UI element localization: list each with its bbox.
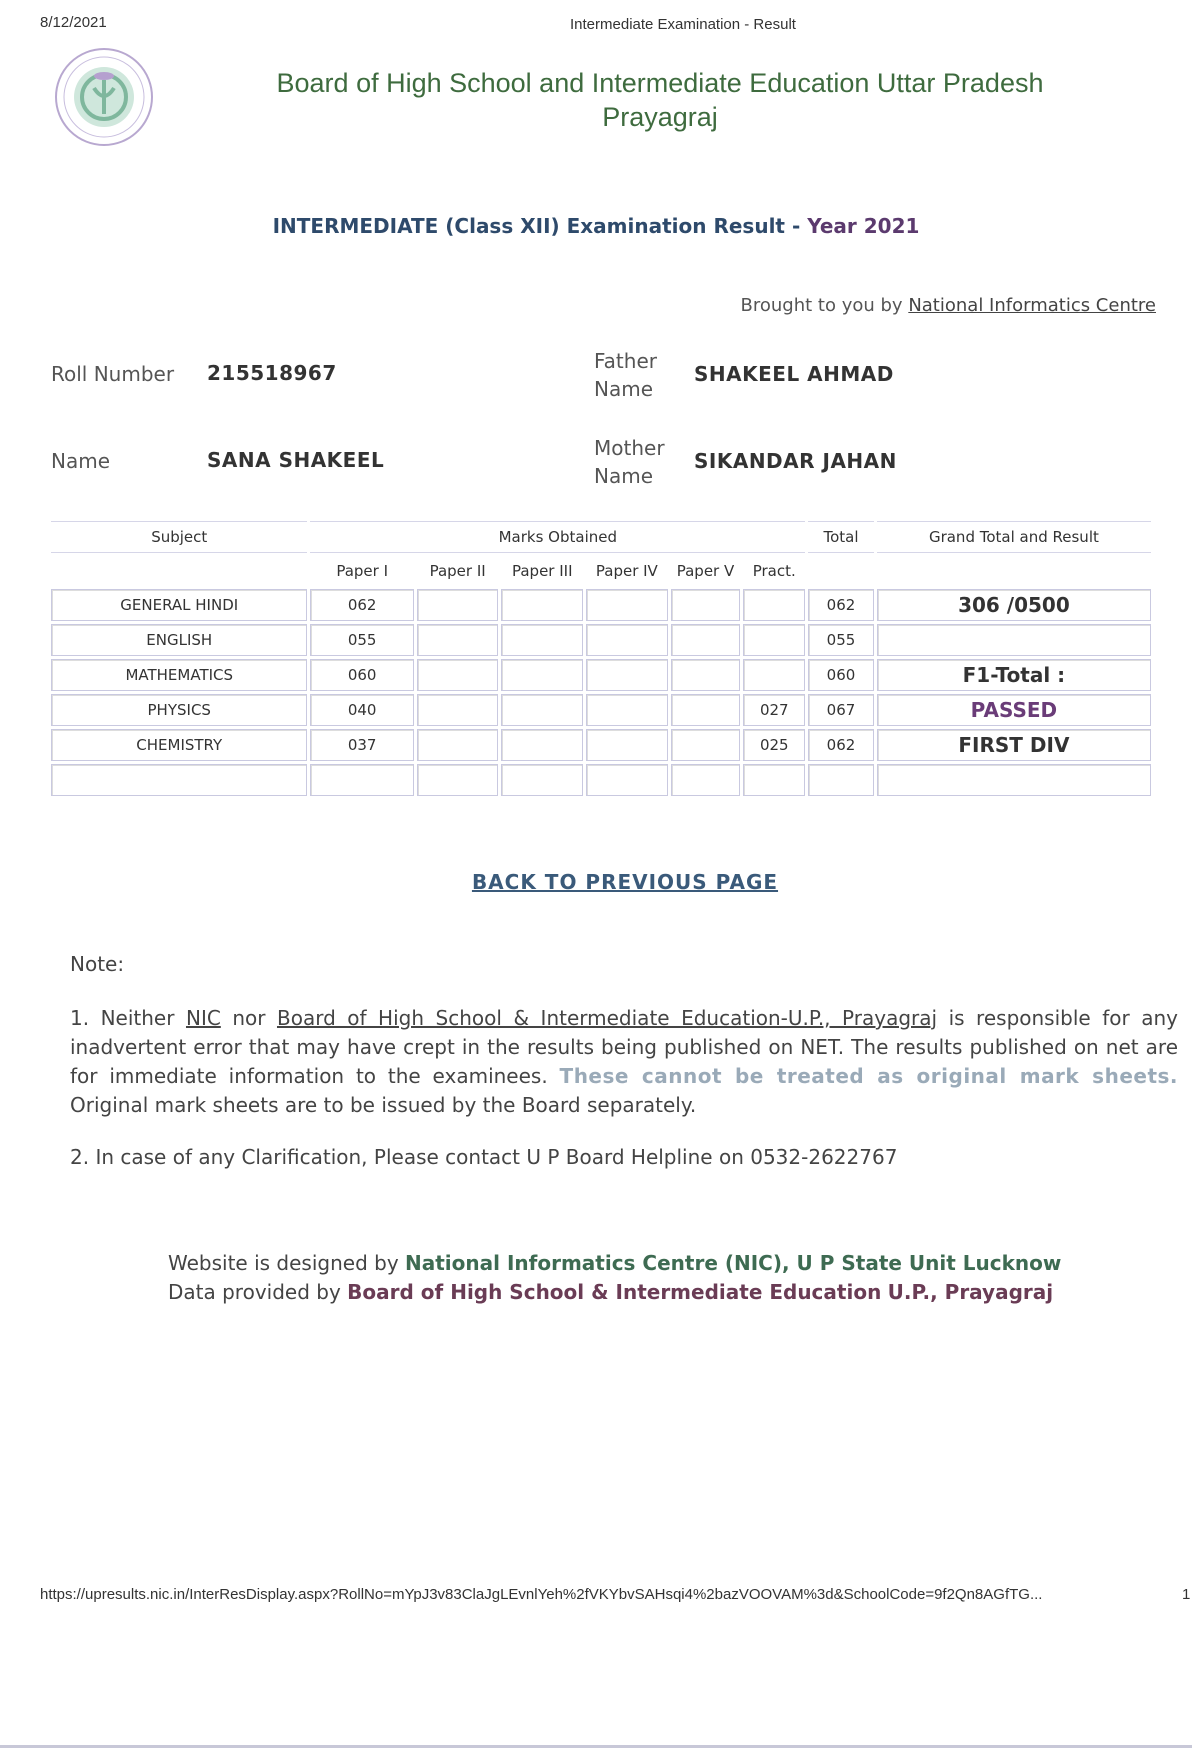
result-cell: FIRST DIV xyxy=(877,729,1151,761)
note-1-nor: nor xyxy=(232,1006,266,1030)
subject-cell: PHYSICS xyxy=(51,694,307,726)
nic-link[interactable]: National Informatics Centre xyxy=(908,295,1156,316)
print-url: https://upresults.nic.in/InterResDisplay.aspx?RollNo=mYpJ3v83ClaJgLEvnlYeh%2fVKYbvSAHsqi4%2bazVOOVAM%3d&SchoolCode=9f2Qn8AGfTG... xyxy=(40,1586,1043,1603)
paper-2-cell xyxy=(417,764,499,796)
footer-data-prefix: Data provided by xyxy=(168,1280,341,1304)
subject-cell: GENERAL HINDI xyxy=(51,589,307,621)
pract-cell xyxy=(743,589,805,621)
pract-header: Pract. xyxy=(752,562,796,580)
paper-1-cell: 040 xyxy=(310,694,413,726)
paper-4-cell xyxy=(586,624,668,656)
name-label: Name xyxy=(51,449,111,473)
paper-4-cell xyxy=(586,729,668,761)
note-1 xyxy=(70,1004,1178,1120)
paper-2-cell xyxy=(417,589,499,621)
bottom-divider xyxy=(0,1745,1192,1748)
pract-cell: 027 xyxy=(743,694,805,726)
paper-5-cell xyxy=(671,729,741,761)
paper-4-cell xyxy=(586,589,668,621)
paper-3-cell xyxy=(501,764,583,796)
paper-5-cell xyxy=(671,589,741,621)
subject-header: Subject xyxy=(51,521,307,553)
father-name-label xyxy=(594,347,657,403)
footer-line-1 xyxy=(168,1249,1061,1278)
paper-1-cell: 055 xyxy=(310,624,413,656)
note-2: 2. In case of any Clarification, Please contact U P Board Helpline on 0532-2622767 xyxy=(70,1145,898,1169)
paper-5-cell xyxy=(671,764,741,796)
result-table xyxy=(48,518,1154,799)
paper-2-header: Paper II xyxy=(429,562,486,580)
footer-board: Board of High School & Intermediate Education xyxy=(347,1280,882,1304)
print-date: 8/12/2021 xyxy=(40,14,107,31)
note-1-rest: is responsible for any inadvertent error that may have crept in the results being published on NET. The results published on net are for immediate information to the examinees. xyxy=(70,1006,1178,1088)
table-header-row xyxy=(51,521,1151,553)
exam-title-year: Year 2021 xyxy=(807,214,920,238)
page-number: 1 xyxy=(1182,1586,1191,1603)
father-name-value: SHAKEEL AHMAD xyxy=(694,362,894,386)
father-label-line1: Father xyxy=(594,349,657,373)
roll-number-value: 215518967 xyxy=(207,361,337,385)
table-row xyxy=(51,659,1151,691)
subject-cell: ENGLISH xyxy=(51,624,307,656)
subject-cell: MATHEMATICS xyxy=(51,659,307,691)
mother-label-line2: Name xyxy=(594,464,654,488)
total-cell: 060 xyxy=(808,659,874,691)
table-row xyxy=(51,729,1151,761)
paper-2-cell xyxy=(417,659,499,691)
paper-4-cell xyxy=(586,694,668,726)
paper-5-header: Paper V xyxy=(676,562,735,580)
table-row xyxy=(51,624,1151,656)
paper-5-cell xyxy=(671,659,741,691)
note-nic-link[interactable]: NIC xyxy=(185,1006,221,1030)
note-board-link[interactable]: Board of High School & Intermediate Education-U.P., Prayagraj xyxy=(276,1006,938,1030)
paper-5-cell xyxy=(671,624,741,656)
paper-1-cell: 037 xyxy=(310,729,413,761)
paper-4-cell xyxy=(586,659,668,691)
paper-3-cell xyxy=(501,589,583,621)
paper-1-cell: 060 xyxy=(310,659,413,691)
father-label-line2: Name xyxy=(594,377,654,401)
subject-cell xyxy=(51,764,307,796)
paper-2-cell xyxy=(417,729,499,761)
exam-title-main: INTERMEDIATE (Class XII) Examination Result - xyxy=(272,214,801,238)
paper-4-header: Paper IV xyxy=(595,562,658,580)
subject-cell: CHEMISTRY xyxy=(51,729,307,761)
paper-1-cell: 062 xyxy=(310,589,413,621)
mother-name-value: SIKANDAR JAHAN xyxy=(694,449,897,473)
table-subheader-row xyxy=(51,556,1151,586)
total-cell: 055 xyxy=(808,624,874,656)
paper-3-header: Paper III xyxy=(511,562,573,580)
name-value: SANA SHAKEEL xyxy=(207,448,385,472)
paper-3-cell xyxy=(501,694,583,726)
paper-1-cell xyxy=(310,764,413,796)
board-title-line2: Prayagraj xyxy=(602,102,718,132)
pract-cell xyxy=(743,659,805,691)
board-title xyxy=(190,66,1130,134)
result-cell xyxy=(877,624,1151,656)
paper-2-cell xyxy=(417,624,499,656)
up-government-seal-icon xyxy=(50,46,158,148)
grand-total-header: Grand Total and Result xyxy=(877,521,1151,553)
note-1-tail: Original mark sheets are to be issued by the Board separately. xyxy=(70,1093,697,1117)
mother-name-label xyxy=(594,434,665,490)
exam-title xyxy=(0,214,1192,238)
result-cell xyxy=(877,764,1151,796)
total-cell: 062 xyxy=(808,589,874,621)
result-cell: PASSED xyxy=(877,694,1151,726)
board-title-line1: Board of High School and Intermediate Education Uttar Pradesh xyxy=(276,68,1044,98)
roll-number-label: Roll Number xyxy=(51,362,175,386)
mother-label-line1: Mother xyxy=(594,436,665,460)
note-heading: Note: xyxy=(70,952,125,976)
pract-cell xyxy=(743,624,805,656)
footer-board-location: U.P., Prayagraj xyxy=(887,1280,1054,1304)
total-cell: 062 xyxy=(808,729,874,761)
paper-3-cell xyxy=(501,624,583,656)
footer-designed-prefix: Website is designed by xyxy=(168,1251,399,1275)
paper-2-cell xyxy=(417,694,499,726)
marks-obtained-header: Marks Obtained xyxy=(310,521,805,553)
paper-3-cell xyxy=(501,659,583,691)
pract-cell: 025 xyxy=(743,729,805,761)
note-1-prefix: 1. Neither xyxy=(70,1006,175,1030)
paper-1-header: Paper I xyxy=(336,562,389,580)
pract-cell xyxy=(743,764,805,796)
total-cell: 067 xyxy=(808,694,874,726)
footer-line-2 xyxy=(168,1278,1053,1307)
brought-by-prefix: Brought to you by xyxy=(740,295,903,316)
table-row xyxy=(51,764,1151,796)
paper-5-cell xyxy=(671,694,741,726)
total-cell xyxy=(808,764,874,796)
brought-by xyxy=(741,295,1156,316)
result-cell: F1-Total : xyxy=(877,659,1151,691)
result-cell: 306 /0500 xyxy=(877,589,1151,621)
note-1-faded: These cannot be treated as original mark sheets. xyxy=(559,1064,1179,1088)
table-row xyxy=(51,589,1151,621)
paper-3-cell xyxy=(501,729,583,761)
table-row xyxy=(51,694,1151,726)
total-header: Total xyxy=(808,521,874,553)
back-to-previous-page-link[interactable]: BACK TO PREVIOUS PAGE xyxy=(471,870,779,894)
paper-4-cell xyxy=(586,764,668,796)
print-title: Intermediate Examination - Result xyxy=(570,16,796,33)
footer-nic: National Informatics Centre (NIC), U P State Unit Lucknow xyxy=(405,1251,1062,1275)
